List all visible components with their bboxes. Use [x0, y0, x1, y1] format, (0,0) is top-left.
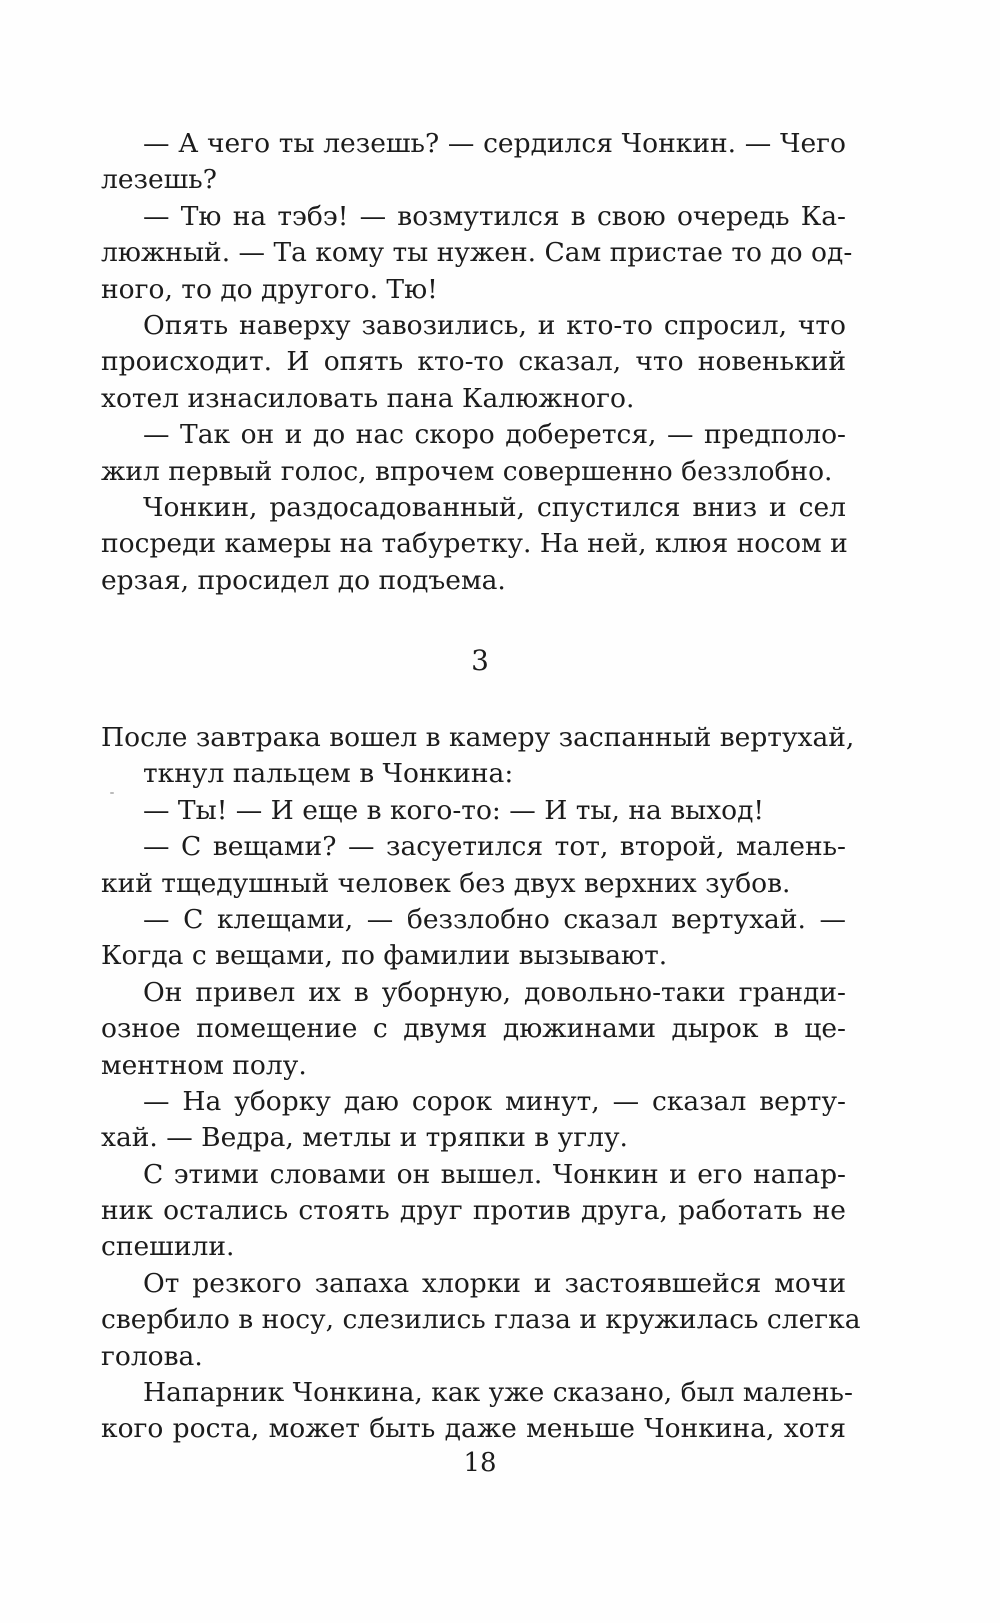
- text-line: После завтрака вошел в камеру заспанный вертухай,: [101, 722, 855, 753]
- text-line: свербило в носу, слезились глаза и кружилась слегка: [101, 1304, 861, 1336]
- text-line: — С клещами, — беззлобно сказал вертухай. —: [143, 903, 846, 935]
- text-line: жил первый голос, впрочем совершенно беззлобно.: [101, 455, 833, 487]
- text-section-before-chapter: [101, 126, 853, 599]
- text-line: хай. — Ведра, метлы и тряпки в углу.: [101, 1122, 628, 1154]
- text-line: Опять наверху завозились, и кто-то спросил, что: [143, 309, 846, 341]
- text-line: голова.: [101, 1340, 203, 1372]
- text-line: ного, то до другого. Тю!: [101, 273, 438, 305]
- text-line: кий тщедушный человек без двух верхних зубов.: [101, 867, 791, 899]
- text-line: ник остались стоять друг против друга, работать не: [101, 1195, 846, 1227]
- text-line: ерзая, просидел до подъема.: [101, 564, 506, 596]
- text-line: посреди камеры на табуретку. На ней, клюя носом и: [101, 528, 848, 560]
- text-line: кого роста, может быть даже меньше Чонкина, хотя: [101, 1413, 846, 1445]
- text-line: — Так он и до нас скоро доберется, — предполо-: [143, 419, 846, 451]
- page-number: 18: [463, 1448, 497, 1478]
- text-line: Когда с вещами, по фамилии вызывают.: [101, 940, 668, 972]
- text-line: Чонкин, раздосадованный, спустился вниз и сел: [143, 491, 846, 523]
- text-line: От резкого запаха хлорки и застоявшейся мочи: [143, 1267, 846, 1299]
- text-line: люжный. — Та кому ты нужен. Сам пристае то до од-: [101, 237, 853, 269]
- text-line: — На уборку даю сорок минут, — сказал верту-: [143, 1085, 846, 1117]
- chapter-number: 3: [471, 644, 489, 677]
- text-line: Он привел их в уборную, довольно-таки гранди-: [143, 976, 846, 1008]
- text-line: — С вещами? — засуетился тот, второй, малень-: [143, 831, 846, 863]
- text-line: хотел изнасиловать пана Калюжного.: [101, 382, 635, 414]
- text-line: спешили.: [101, 1231, 235, 1263]
- text-line: лезешь?: [101, 164, 217, 196]
- text-line: — А чего ты лезешь? — сердился Чонкин. — Чего: [143, 128, 846, 159]
- text-line: — Тю на тэбэ! — возмутился в свою очередь Ка-: [143, 200, 846, 232]
- text-line: Напарник Чонкина, как уже сказано, был малень-: [143, 1377, 853, 1409]
- text-line: С этими словами он вышел. Чонкин и его напар-: [143, 1158, 846, 1190]
- text-line: происходит. И опять кто-то сказал, что новенький: [101, 346, 846, 378]
- text-line: — Ты! — И еще в кого-то: — И ты, на выход!: [143, 794, 765, 826]
- text-line: ткнул пальцем в Чонкина:: [143, 758, 514, 790]
- text-line: ментном полу.: [101, 1049, 307, 1081]
- text-line: озное помещение с двумя дюжинами дырок в це-: [101, 1013, 846, 1045]
- text-section-chapter-3: [101, 720, 861, 1448]
